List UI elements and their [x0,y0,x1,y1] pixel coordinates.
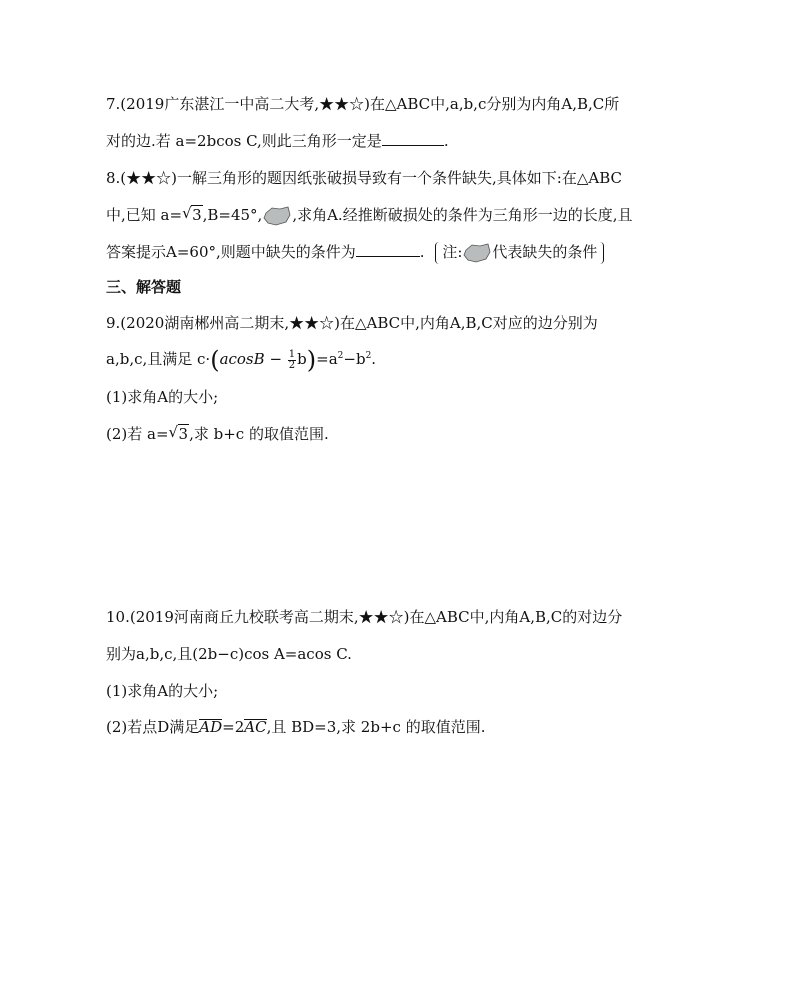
q7-line2-end: . [443,132,449,150]
q9-frac-den: 2 [288,359,296,371]
q9-sqrt-radicand: 3 [178,425,189,443]
q9-line2 [106,346,377,374]
q9-minus: − [264,350,287,368]
q8-line2-a: 中,已知 a= [106,206,183,224]
q9-rhs-end: . [371,350,377,368]
q10-vector-ac: AC [244,718,267,736]
q9-paren-open: ( [210,346,220,374]
q9-frac-num: 1 [288,348,296,360]
q9-sqrt: √ 3 [168,423,189,443]
q9-part1: (1)求角A的大小; [106,388,219,406]
q10-line1: 10.(2019河南商丘九校联考高二期末,★★☆)在△ABC中,内角A,B,C的对边分 [106,608,623,626]
q9-part2-b: ,求 b+c 的取值范围. [189,425,329,443]
q9-expr: acosB [219,350,265,368]
q8-line2 [106,205,632,227]
section-title: 三、解答题 [106,278,182,296]
q8-sqrt: √ 3 [182,204,202,224]
q8-note-a: 注: [442,243,463,261]
q8-note [435,242,604,264]
q7-line2-text: 对的边.若 a=2bcos C,则此三角形一定是 [106,132,382,150]
torn-stain-icon [262,205,292,227]
q8-line1: 8.(★★☆)一解三角形的题因纸张破损导致有一个条件缺失,具体如下:在△ABC [106,169,622,187]
q9-rhs-b: −b [343,350,366,368]
q10-vector-ad: AD [199,718,223,736]
q7-line1: 7.(2019广东湛江一中高二大考,★★☆)在△ABC中,a,b,c分别为内角A,B,C所 [106,95,620,113]
q8-line3-a: 答案提示A=60°,则题中缺失的条件为 [106,243,356,261]
q9-sup-b: 2 [365,351,372,361]
q8-line3-b: . [419,243,425,261]
q9-line1: 9.(2020湖南郴州高二期末,★★☆)在△ABC中,内角A,B,C对应的边分别为 [106,314,598,332]
q9-paren-close: ) [306,346,317,374]
q10-line2: 别为a,b,c,且(2b−c)cos A=acos C. [106,645,352,663]
torn-stain-icon [462,242,492,264]
q8-answer-blank [356,242,420,257]
q10-part2 [106,717,485,737]
q10-part2-a: (2)若点D满足 [106,718,200,736]
q9-part2-a: (2)若 a= [106,425,169,443]
q8-sqrt-radicand: 3 [192,206,202,224]
q7-line2 [106,131,449,151]
q9-line2-a: a,b,c,且满足 c· [106,350,211,368]
q7-answer-blank [382,131,444,146]
q10-part2-b: ,且 BD=3,求 2b+c 的取值范围. [266,718,486,736]
q9-part2 [106,424,329,444]
q8-line2-c: ,求角A.经推断破损处的条件为三角形一边的长度,且 [292,206,633,224]
q8-line2-b: ,B=45°, [202,206,263,224]
q8-note-b: 代表缺失的条件 [492,243,598,261]
q9-b: b [297,350,307,368]
q9-sup: 2 [337,351,344,361]
q9-rhs-a: =a [316,350,338,368]
q8-line3 [106,242,604,264]
q10-eq: =2 [222,718,245,736]
q10-part1: (1)求角A的大小; [106,682,219,700]
q9-fraction [288,350,296,371]
